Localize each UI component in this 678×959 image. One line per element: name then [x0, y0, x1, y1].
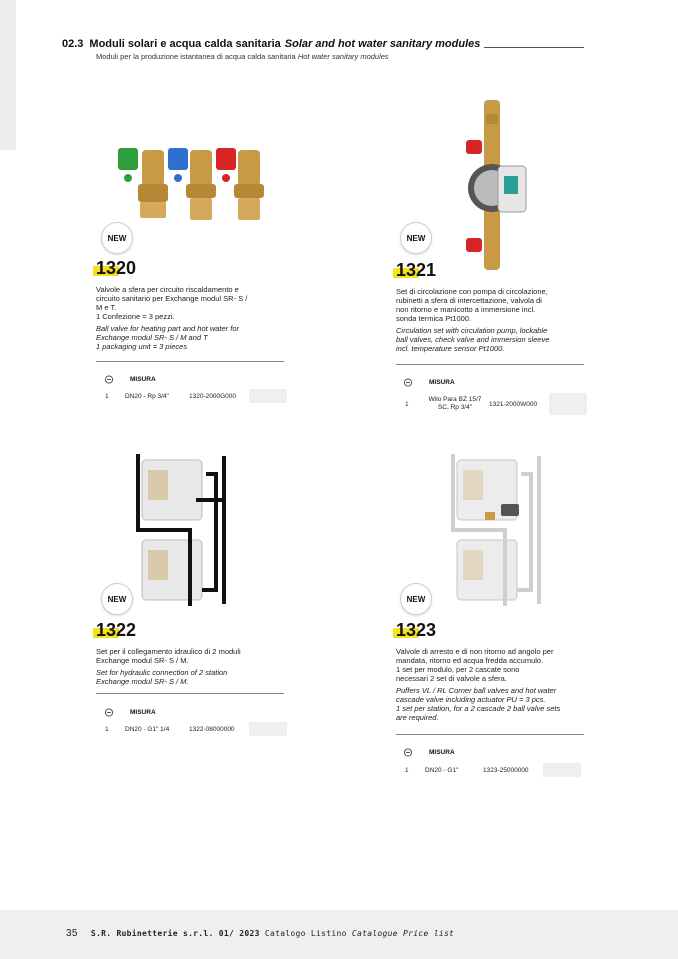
- edition: 01/ 2023: [218, 929, 260, 938]
- corner-ball-valves-image: [445, 450, 545, 610]
- hydraulic-connection-set-image: [130, 450, 230, 610]
- product-code-1322: 1322: [96, 620, 136, 640]
- valve-green-icon: [118, 148, 168, 218]
- table-row: 1 Wilo Para BZ 15/7 SC, Rp 3/4" 1321-2000W000: [405, 393, 587, 415]
- section-subtitle-it: Moduli per la produzione istantanea di acqua calda sanitaria: [96, 52, 296, 61]
- section-subtitle-en: Hot water sanitary modules: [297, 52, 389, 61]
- product-code-1320: 1320: [96, 258, 136, 278]
- measure-icon: [104, 375, 114, 384]
- price-cell: [543, 763, 581, 777]
- valve-red-icon: [216, 148, 264, 220]
- new-badge: NEW: [101, 222, 133, 254]
- table-row: 1 DN20 - G1" 1323-25000000: [405, 763, 581, 777]
- divider: [96, 361, 284, 362]
- company-name: S.R. Rubinetterie s.r.l.: [90, 929, 214, 938]
- product-code-1323: 1323: [396, 620, 436, 640]
- new-badge: NEW: [101, 583, 133, 615]
- valve-blue-icon: [168, 148, 216, 220]
- header-rule: [484, 47, 584, 48]
- page-number: 35: [66, 928, 78, 939]
- measure-icon: [403, 378, 413, 387]
- misura-header: MISURA: [403, 378, 455, 387]
- product-description-1322: Set per il collegamento idraulico di 2 moduli Exchange modul SR- S / M. Set for hydraulic connection of 2 station Exchange modul SR- S / M.: [96, 647, 241, 686]
- divider: [396, 364, 584, 365]
- misura-header: MISURA: [104, 708, 156, 717]
- page-footer: [0, 910, 678, 959]
- divider: [96, 693, 284, 694]
- circulation-pump-image: [452, 96, 532, 276]
- measure-icon: [403, 748, 413, 757]
- section-header: [62, 38, 584, 61]
- measure-icon: [104, 708, 114, 717]
- new-badge: NEW: [400, 583, 432, 615]
- product-description-1321: Set di circolazione con pompa di circolazione, rubinetti a sfera di intercettazione, valvola di non ritorno e manicotto a immersione incl. sonda termica Pt1000. Circulation set with circulation pump, lockable ball valves, check valve and immersion sleeve incl. temperature sensor Pt1000.: [396, 287, 550, 353]
- page-corner-decoration: [0, 0, 16, 150]
- product-description-1323: Valvole di arresto e di non ritorno ad angolo per mandata, ritorno ed acqua fredda accumulo. 1 set per modulo, per 2 cascate sono necessari 2 set di valvole a sfera. Puffers VL / RL Corner ball valves and hot water cascade valve including actuator PU = 3 pcs. 1 set per station, for a 2 cascade 2 ball valve sets are required.: [396, 647, 561, 722]
- section-number: 02.3: [62, 38, 84, 50]
- table-row: 1 DN20 - G1" 1/4 1322-08000000: [105, 722, 287, 736]
- misura-header: MISURA: [403, 748, 455, 757]
- catalog-it: Catalogo Listino: [264, 929, 347, 938]
- catalog-en: Catalogue Price list: [351, 929, 455, 938]
- price-cell: [249, 722, 287, 736]
- product-description-1320: Valvole a sfera per circuito riscaldamento e circuito sanitario per Exchange modul SR- S / M e T. 1 Confezione = 3 pezzi. Ball valve for heating part and hot water for Exchange modul SR- S / M and T 1 packaging unit = 3 pieces: [96, 285, 248, 351]
- section-title-en: Solar and hot water sanitary modules: [284, 38, 481, 50]
- divider: [396, 734, 584, 735]
- new-badge: NEW: [400, 222, 432, 254]
- price-cell: [549, 393, 587, 415]
- misura-header: MISURA: [104, 375, 156, 384]
- product-code-1321: 1321: [396, 260, 436, 280]
- section-title-it: Moduli solari e acqua calda sanitaria: [89, 38, 281, 50]
- price-cell: [249, 389, 287, 403]
- ball-valves-image: [112, 140, 272, 230]
- table-row: 1 DN20 - Rp 3/4" 1320-2000G000: [105, 389, 287, 403]
